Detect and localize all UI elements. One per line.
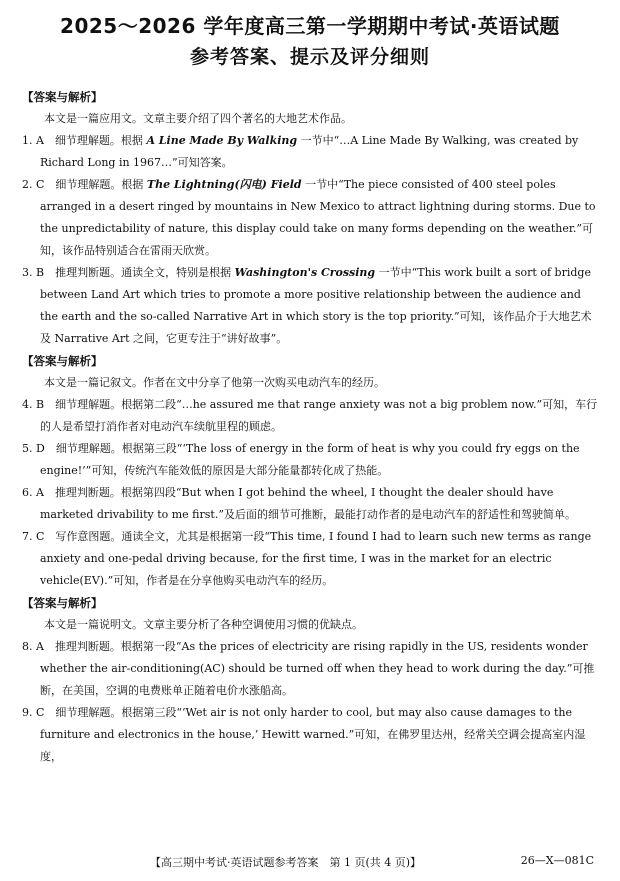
section-heading: 【答案与解析】	[22, 596, 103, 610]
passage-title: Washington's Crossing	[234, 266, 376, 279]
answer-explanation: 推理判断题。根据第四段“But when I got behind the wheel, I thought the dealer should have marketed drivability to me first.”及后面的细节可推断，最能打动作者的是电动汽车的舒适性和驾驶简单。	[40, 486, 576, 521]
answer-number: 7. C	[22, 530, 45, 543]
footer-code: 26—X—081C	[520, 854, 594, 867]
answer-explanation: 细节理解题。根据第三段“‘The loss of energy in the form of heat is why you could fry eggs on the engine!’”可知，传统汽车能效低的原因是大部分能量都转化成了热能。	[40, 442, 580, 477]
section-heading: 【答案与解析】	[22, 90, 103, 104]
section-intro: 本文是一篇说明文。文章主要分析了各种空调使用习惯的优缺点。	[44, 618, 363, 631]
answer-number: 4. B	[22, 398, 45, 411]
answer-explanation: 写作意图题。通读全文，尤其是根据第一段“This time, I found I had to learn such new terms as range anxiety and one-pedal driving because, for the first time, I was in the market for an electric vehicle(EV).”可知，作者是在分享他购买电动汽车的经历。	[40, 530, 592, 587]
passage-title: A Line Made By Walking	[146, 134, 298, 147]
answer-number: 5. D	[22, 442, 45, 455]
answer-item	[22, 482, 602, 526]
answer-item	[22, 262, 602, 350]
answer-item	[22, 174, 602, 262]
answer-explanation: 推理判断题。根据第一段“As the prices of electricity are rising rapidly in the US, residents wonder whether the air-conditioning(AC) should be turned off when they head to work during the day.”可推断，在美国，空调的电费账单正随着电价水涨船高。	[40, 640, 595, 697]
section-intro: 本文是一篇记叙文。作者在文中分享了他第一次购买电动汽车的经历。	[44, 376, 385, 389]
answer-explanation: 细节理解题。根据第三段“‘Wet air is not only harder to cool, but may also cause damages to the furniture and electronics in the house,’ Hewitt warned.”可知，在佛罗里达州，经常关空调会提高室内湿度，	[40, 706, 586, 763]
answer-item	[22, 526, 602, 592]
answer-number: 9. C	[22, 706, 45, 719]
answer-item	[22, 636, 602, 702]
answer-explanation: 推理判断题。通读全文，特别是根据	[55, 266, 232, 279]
answer-evidence: 一节中“…A Line Made By Walking, was created by Richard Long in 1967…”可知答案。	[40, 134, 579, 169]
answer-number: 6. A	[22, 486, 44, 499]
section-heading: 【答案与解析】	[22, 354, 103, 368]
answer-item	[22, 702, 602, 768]
answer-evidence: 一节中“This work built a sort of bridge between Land Art which tries to promote a more positive relationship between the audience and the earth and the so-called Narrative Art in which story is the top priority.”可知，该作品介于大地艺术及 Narrative Art 之间，它更专注于“讲好故事”。	[40, 266, 592, 345]
answer-item	[22, 394, 602, 438]
answer-evidence: 一节中“The piece consisted of 400 steel poles arranged in a desert ringed by mountains in New Mexico to attract lightning during storms. Due to the unpredictability of nature, this display could take on many forms depending on the weather.”可知，该作品特别适合在雷雨天欣赏。	[40, 178, 596, 257]
answer-number: 3. B	[22, 266, 45, 279]
page-title: 2025～2026 学年度高三第一学期期中考试·英语试题	[60, 14, 560, 38]
answer-number: 2. C	[22, 178, 45, 191]
answer-explanation: 细节理解题。根据第二段“…he assured me that range anxiety was not a big problem now.”可知，车行的人是希望打消作者对电动汽车续航里程的顾虑。	[40, 398, 598, 433]
answer-item	[22, 438, 602, 482]
passage-title: The Lightning(闪电) Field	[146, 178, 302, 191]
answer-number: 1. A	[22, 134, 44, 147]
section-intro: 本文是一篇应用文。文章主要介绍了四个著名的大地艺术作品。	[44, 112, 352, 125]
answer-number: 8. A	[22, 640, 44, 653]
answer-explanation: 细节理解题。根据	[55, 178, 144, 191]
page-subtitle: 参考答案、提示及评分细则	[189, 46, 430, 68]
answer-item	[22, 130, 602, 174]
answer-content	[22, 86, 602, 768]
footer-page-info: 【高三期中考试·英语试题参考答案 第 1 页(共 4 页)】	[150, 856, 422, 869]
answer-explanation: 细节理解题。根据	[54, 134, 143, 147]
